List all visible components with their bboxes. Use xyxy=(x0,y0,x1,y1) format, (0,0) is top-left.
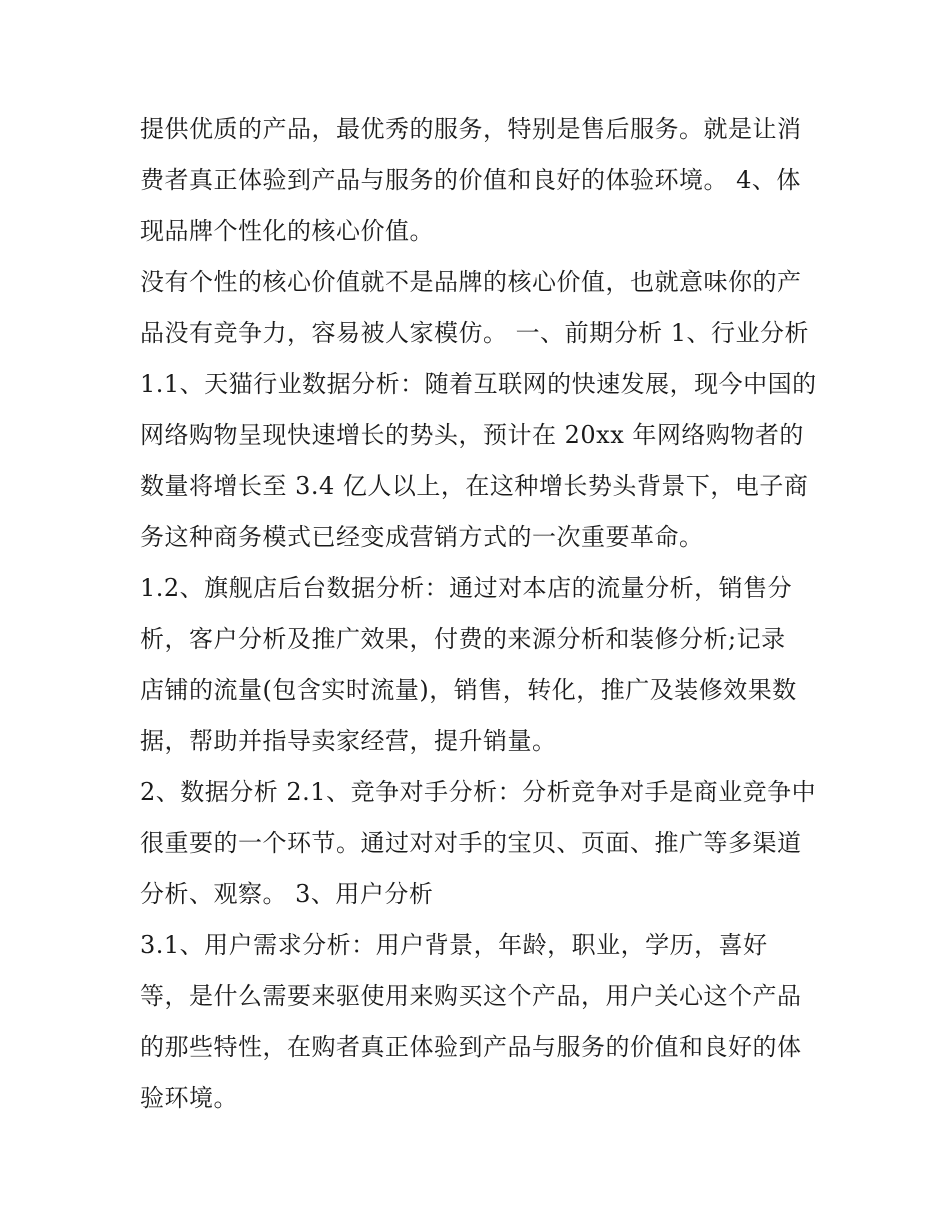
text-line: 分析、观察。 3、用户分析 xyxy=(140,880,434,908)
text-line: 1.1、天猫行业数据分析：随着互联网的快速发展，现今中国的 xyxy=(140,370,817,398)
text-line: 现品牌个性化的核心价值。 xyxy=(140,217,434,245)
text-line: 1.2、旗舰店后台数据分析：通过对本店的流量分析，销售分 xyxy=(140,574,793,602)
document-body xyxy=(140,104,820,1124)
text-line: 没有个性的核心价值就不是品牌的核心价值，也就意味你的产 xyxy=(140,268,802,296)
text-line: 验环境。 xyxy=(140,1084,238,1112)
text-line: 等，是什么需要来驱使用来购买这个产品，用户关心这个产品 xyxy=(140,982,802,1010)
text-line: 数量将增长至 3.4 亿人以上，在这种增长势头背景下，电子商 xyxy=(140,472,809,500)
text-line: 品没有竞争力，容易被人家模仿。 一、前期分析 1、行业分析 xyxy=(140,319,810,347)
text-line: 3.1、用户需求分析：用户背景，年龄，职业，学历，喜好 xyxy=(140,931,768,959)
text-line: 提供优质的产品，最优秀的服务，特别是售后服务。就是让消 xyxy=(140,115,802,143)
text-line: 很重要的一个环节。通过对对手的宝贝、页面、推广等多渠道 xyxy=(140,829,802,857)
text-line: 网络购物呈现快速增长的势头，预计在 20xx 年网络购物者的 xyxy=(140,421,804,449)
text-line: 店铺的流量(包含实时流量)，销售，转化，推广及装修效果数 xyxy=(140,676,797,704)
text-line: 2、数据分析 2.1、竞争对手分析：分析竞争对手是商业竞争中 xyxy=(140,778,817,806)
text-line: 费者真正体验到产品与服务的价值和良好的体验环境。 4、体 xyxy=(140,166,801,194)
text-line: 据，帮助并指导卖家经营，提升销量。 xyxy=(140,727,557,755)
text-line: 的那些特性，在购者真正体验到产品与服务的价值和良好的体 xyxy=(140,1033,802,1061)
text-line: 析，客户分析及推广效果，付费的来源分析和装修分析;记录 xyxy=(140,625,786,653)
text-line: 务这种商务模式已经变成营销方式的一次重要革命。 xyxy=(140,523,704,551)
